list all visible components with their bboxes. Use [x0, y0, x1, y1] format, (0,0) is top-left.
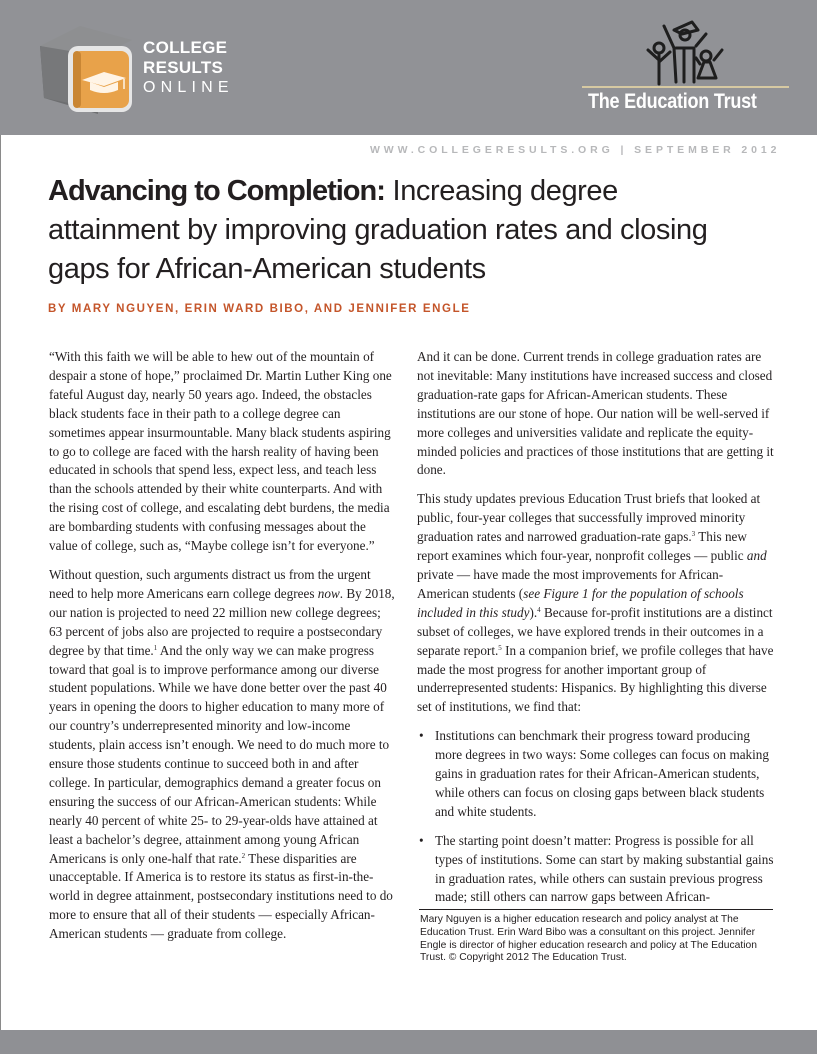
text-run: private — have made the most improvements for African-American students ( [417, 566, 724, 601]
list-item [417, 832, 774, 908]
graduation-cap-cube-icon [36, 20, 136, 116]
paragraph [49, 566, 397, 944]
bio-divider [419, 909, 773, 910]
emphasis: now [317, 585, 340, 601]
emphasis: and [746, 548, 767, 564]
author-bio: Mary Nguyen is a higher education research and policy analyst at The Education Trust. Erin Ward Bibo was a consultant on this project. Jennifer Engle is director of higher education research and policy at The Education Trust. © Copyright 2012 The Education Trust. [420, 914, 757, 964]
text-run: This new report examines which four-year, nonprofit colleges — public [417, 529, 747, 564]
list-item-text: Institutions can benchmark their progress toward producing more degrees in two ways: Some colleges can focus on making gains in graduation rates for their African-American students, while others can focus on closing gaps between black students and white students. [435, 728, 769, 819]
edtrust-logo-name: The Education Trust [588, 90, 757, 113]
byline: BY MARY NGUYEN, ERIN WARD BIBO, AND JENNIFER ENGLE [48, 303, 471, 315]
footnote-ref: 3 [691, 530, 696, 539]
text-run: Without question, such arguments distract us from the urgent need to help more Americans earn college degrees [49, 566, 371, 601]
children-figures-icon [640, 18, 730, 86]
college-results-online-logo [143, 38, 234, 98]
site-and-date: WWW.COLLEGERESULTS.ORG | SEPTEMBER 2012 [370, 144, 781, 156]
list-item [417, 727, 774, 822]
footnote-ref: 4 [537, 605, 541, 614]
text-run: Because for-profit institutions are a distinct subset of colleges, we have explored trends in their outcomes in a separate report. [417, 604, 773, 658]
body-column-right [417, 348, 774, 917]
logo-line-results: RESULTS [143, 58, 224, 77]
paragraph: And it can be done. Current trends in college graduation rates are not inevitable: Many institutions have increased success and closed graduation-rate gaps for African-American students. These institutions are our stone of hope. Our nation will be well-served if more colleges and universities validate and replicate the equity-minded policies and practices of those institutions that are getting it done. [417, 349, 774, 478]
logo-line-online: ONLINE [143, 79, 234, 96]
list-item-text: The starting point doesn’t matter: Progress is possible for all types of institutions. Some can start by making substantial gains in graduation rates, while others can sustain previous progress made; still others can narrow gaps between African- [435, 832, 774, 905]
text-run: In a companion brief, we profile colleges that have made the most progress for another important group of underrepresented students: Hispanics. By highlighting this diverse set of institutions, we find that: [417, 642, 774, 715]
text-run: These disparities are unacceptable. If America is to restore its status as first-in-the-world in degree attainment, postsecondary institutions need to do more to ensure that all of their students — especially African-American students — graduate from college. [49, 850, 393, 942]
emphasis: see Figure 1 for the population of schools included in this study [417, 585, 744, 620]
title-bold: Advancing to Completion: [48, 175, 385, 207]
title-rest: Increasing degree attainment by improving graduation rates and closing gaps for African-American students [48, 175, 708, 285]
findings-list [417, 727, 774, 907]
text-run: And the only way we can make progress toward that goal is to improve performance among our diverse student populations. While we have done better over the past 40 years in opening the doors to higher education to many more of our country’s underrepresented minority and low-income students, plain access isn’t enough. We need to do much more to ensure those students continue to succeed both in and after college. In particular, demographics demand a greater focus on ensuring the success of our African-American students: While nearly 40 percent of white 25- to 29-year-olds have attained at least a bachelor’s degree, attainment among young African Americans is only one-half that rate. [49, 642, 390, 866]
edtrust-logo-rule [582, 86, 789, 88]
footer-band [0, 1030, 817, 1054]
paragraph [417, 490, 774, 717]
footnote-ref: 1 [153, 643, 158, 652]
bullet-icon: • [419, 728, 424, 744]
paragraph: “With this faith we will be able to hew out of the mountain of despair a stone of hope,” proclaimed Dr. Martin Luther King one fateful August day, nearly 50 years ago. Indeed, the obstacles black students face in their path to a college degree can sometimes appear insurmountable. Many black students aspiring to go to college are faced with the harsh reality of having been educated in schools that spend less, expect less, and teach less than the schools attended by their white counterparts. And with the rising cost of college, and escalating debt burdens, the media are bombarding students with confusing messages about the value of college, such as, “Maybe college isn’t for everyone.” [49, 349, 392, 554]
bullet-icon: • [419, 832, 424, 848]
footnote-ref: 5 [498, 643, 502, 652]
text-run: ). [529, 604, 538, 620]
logo-line-college: COLLEGE [143, 38, 228, 57]
body-column-left [49, 348, 397, 954]
footnote-ref: 2 [241, 851, 246, 860]
page-title [48, 172, 748, 289]
text-run: . By 2018, our nation is projected to need 22 million new college degrees; 63 percent of jobs also are projected to require a postsecondary degree by that time. [49, 585, 395, 658]
text-run: This study updates previous Education Trust briefs that looked at public, four-year colleges that successfully improved minority graduation rates and narrowed graduation-rate gaps. [417, 491, 761, 545]
page-edge [0, 135, 1, 1031]
